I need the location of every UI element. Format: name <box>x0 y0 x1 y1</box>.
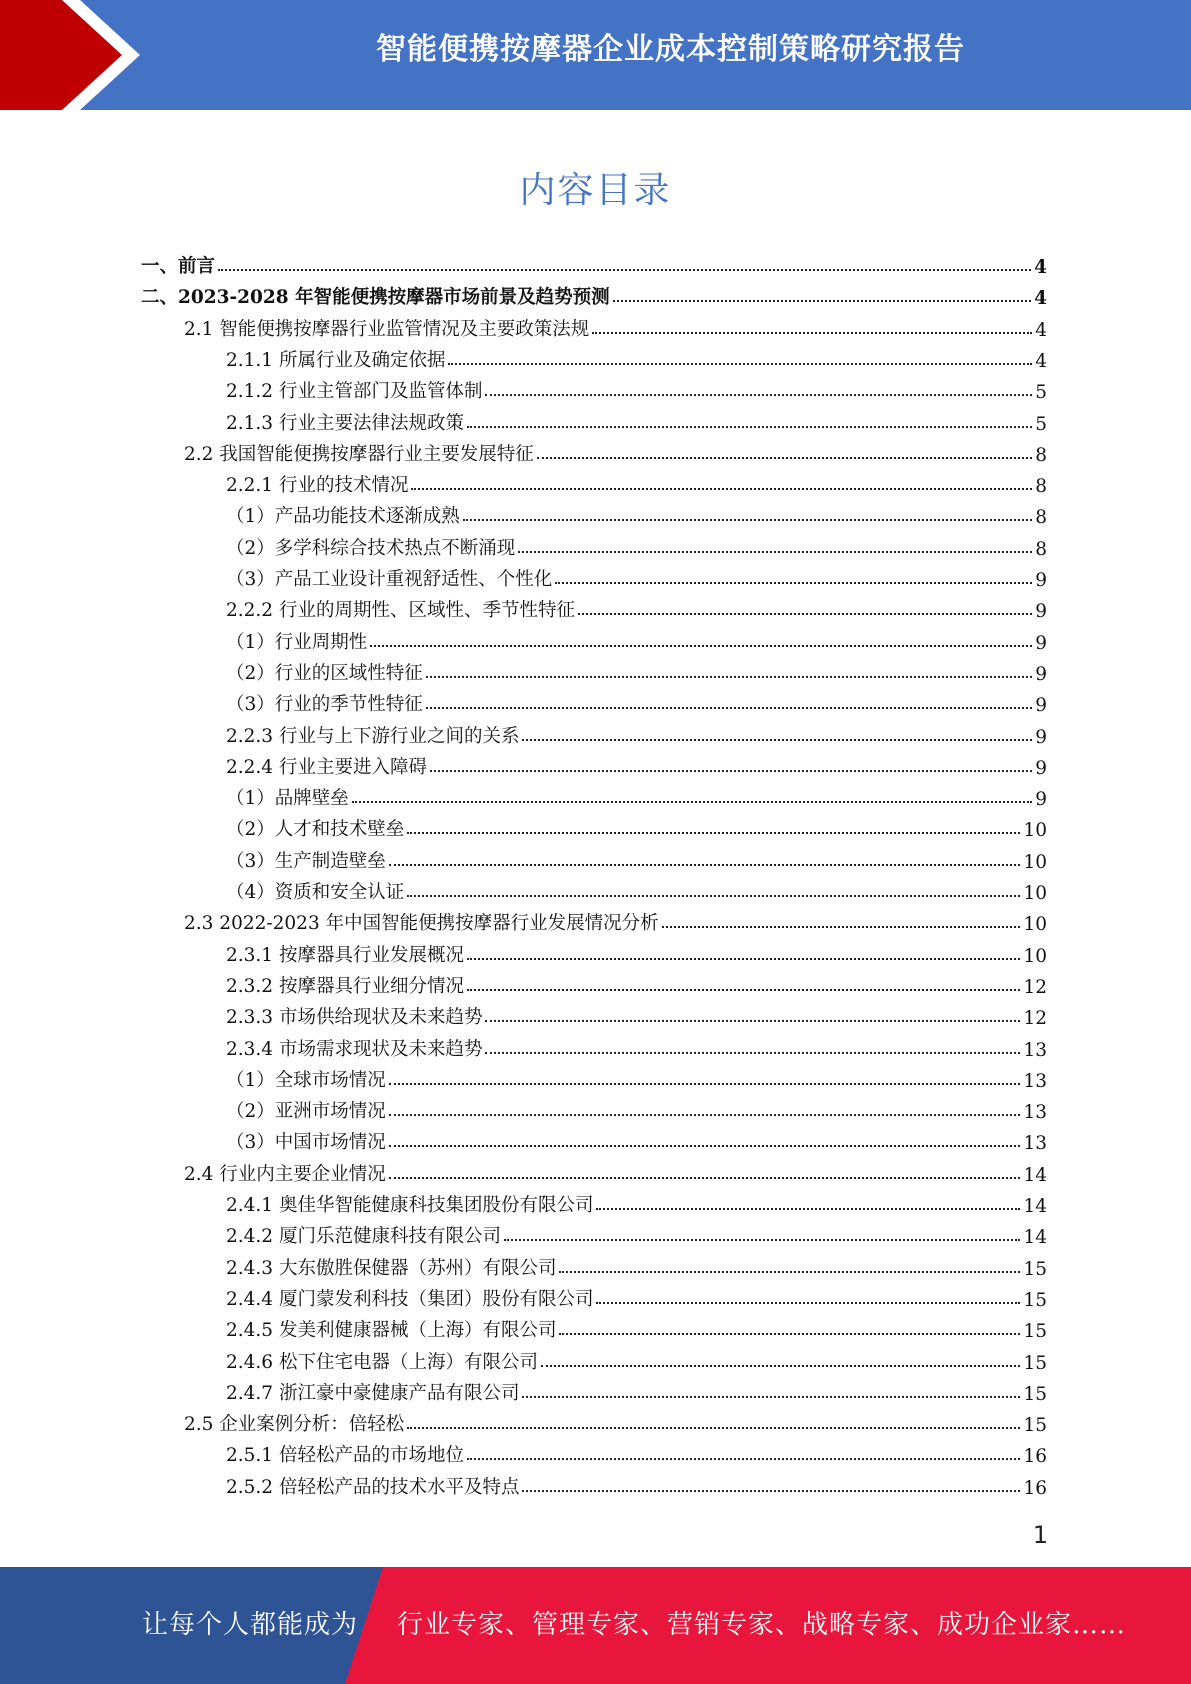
toc-dot-leader <box>522 739 1032 741</box>
toc-entry-label: 2.5.1 倍轻松产品的市场地位 <box>226 1445 464 1467</box>
toc-dot-leader <box>596 1302 1020 1304</box>
toc-entry-page: 8 <box>1035 507 1047 529</box>
toc-dot-leader <box>559 1333 1020 1335</box>
toc-entry-label: 2.2 我国智能便携按摩器行业主要发展特征 <box>184 443 534 465</box>
toc-entry-page: 9 <box>1035 789 1047 811</box>
toc-dot-leader <box>555 582 1032 584</box>
toc-entry-page: 13 <box>1023 1070 1047 1092</box>
toc-entry-page: 8 <box>1035 538 1047 560</box>
toc-entry-page: 16 <box>1023 1446 1047 1468</box>
toc-entry[interactable] <box>226 810 1047 841</box>
toc-entry-page: 15 <box>1023 1321 1047 1343</box>
toc-entry-page: 9 <box>1035 695 1047 717</box>
toc-dot-leader <box>537 457 1032 459</box>
toc-entry[interactable] <box>226 1311 1047 1342</box>
toc-dot-leader <box>389 864 1021 866</box>
toc-dot-leader <box>389 1177 1021 1179</box>
toc-dot-leader <box>467 1458 1020 1460</box>
toc-entry[interactable] <box>226 717 1047 748</box>
toc-entry[interactable] <box>226 1186 1047 1217</box>
toc-entry-page: 9 <box>1035 601 1047 623</box>
toc-entry[interactable] <box>226 1280 1047 1311</box>
toc-entry[interactable] <box>226 623 1047 654</box>
toc-entry[interactable] <box>226 529 1047 560</box>
toc-dot-leader <box>426 707 1032 709</box>
toc-entry-label: 2.1 智能便携按摩器行业监管情况及主要政策法规 <box>184 318 590 340</box>
toc-dot-leader <box>467 958 1020 960</box>
toc-entry-label: 2.5 企业案例分析：倍轻松 <box>184 1414 405 1436</box>
footer-slogan-right: 行业专家、管理专家、营销专家、战略专家、成功企业家…… <box>397 1610 1127 1640</box>
toc-entry-label: （2）亚洲市场情况 <box>226 1101 386 1123</box>
toc-dot-leader <box>522 1490 1020 1492</box>
toc-entry-label: （1）产品功能技术逐渐成熟 <box>226 506 460 528</box>
toc-dot-leader <box>448 363 1032 365</box>
toc-entry-label: （2）行业的区域性特征 <box>226 662 423 684</box>
toc-entry-page: 9 <box>1035 632 1047 654</box>
toc-dot-leader <box>407 895 1020 897</box>
toc-entry[interactable] <box>226 591 1047 622</box>
toc-entry-label: （3）产品工业设计重视舒适性、个性化 <box>226 569 553 590</box>
toc-entry[interactable] <box>141 247 1047 278</box>
toc-entry-page: 4 <box>1035 350 1047 372</box>
toc-entry-page: 14 <box>1023 1164 1047 1186</box>
toc-entry-page: 15 <box>1023 1383 1047 1405</box>
toc-dot-leader <box>467 989 1020 991</box>
toc-entry-page: 4 <box>1035 319 1047 341</box>
toc-dot-leader <box>389 1145 1021 1147</box>
header-chevron-red <box>0 0 122 110</box>
toc-entry[interactable] <box>184 310 1047 341</box>
toc-entry-page: 9 <box>1035 570 1047 591</box>
toc-entry-label: 一、前言 <box>141 256 216 277</box>
toc-entry-page: 5 <box>1035 382 1047 404</box>
toc-dot-leader <box>352 801 1032 803</box>
toc-entry-label: 2.1.2 行业主管部门及监管体制 <box>226 381 483 403</box>
toc-entry-label: 2.4.7 浙江豪中豪健康产品有限公司 <box>226 1382 520 1404</box>
toc-entry-label: （4）资质和安全认证 <box>226 882 405 903</box>
toc-entry[interactable] <box>184 1405 1047 1436</box>
toc-entry-label: 2.1.3 行业主要法律法规政策 <box>226 412 464 434</box>
toc-entry-label: 2.4 行业内主要企业情况 <box>184 1163 386 1185</box>
toc-entry[interactable] <box>226 1249 1047 1280</box>
toc-entry-page: 4 <box>1034 288 1047 310</box>
toc-entry-label: 2.3 2022-2023 年中国智能便携按摩器行业发展情况分析 <box>184 913 659 935</box>
toc-entry[interactable] <box>226 1061 1047 1092</box>
toc-entry[interactable] <box>226 967 1047 998</box>
toc-entry-page: 13 <box>1023 1102 1047 1124</box>
toc-entry-label: （1）行业周期性 <box>226 631 368 653</box>
toc-entry-label: 2.4.2 厦门乐范健康科技有限公司 <box>226 1226 501 1248</box>
toc-entry-page: 16 <box>1023 1477 1047 1499</box>
toc-entry-page: 10 <box>1023 883 1047 904</box>
toc-entry-label: 2.3.2 按摩器具行业细分情况 <box>226 975 464 997</box>
toc-dot-leader <box>218 269 1031 271</box>
toc-entry-label: 2.2.4 行业主要进入障碍 <box>226 756 427 778</box>
toc-dot-leader <box>504 1239 1020 1241</box>
toc-entry-page: 9 <box>1035 726 1047 748</box>
toc-dot-leader <box>592 332 1032 334</box>
toc-entry-page: 4 <box>1034 257 1047 278</box>
toc-dot-leader <box>411 488 1032 490</box>
toc-entry-label: 2.3.4 市场需求现状及未来趋势 <box>226 1038 483 1060</box>
toc-entry-page: 9 <box>1035 663 1047 685</box>
toc-entry-page: 12 <box>1023 1008 1047 1030</box>
toc-entry-label: （3）行业的季节性特征 <box>226 694 423 716</box>
toc-entry-page: 15 <box>1023 1352 1047 1374</box>
toc-dot-leader <box>662 926 1021 928</box>
toc-entry[interactable] <box>226 842 1047 873</box>
toc-dot-leader <box>407 832 1020 834</box>
toc-entry[interactable] <box>226 1217 1047 1248</box>
toc-entry-label: 2.5.2 倍轻松产品的技术水平及特点 <box>226 1476 520 1498</box>
toc-dot-leader <box>522 1396 1020 1398</box>
toc-entry[interactable] <box>226 1468 1047 1499</box>
toc-entry[interactable] <box>226 873 1047 904</box>
toc-entry[interactable] <box>226 1092 1047 1123</box>
toc-entry[interactable] <box>226 685 1047 716</box>
toc-entry-label: （3）中国市场情况 <box>226 1132 386 1154</box>
toc-dot-leader <box>389 1114 1021 1116</box>
toc-entry-page: 8 <box>1035 444 1047 466</box>
toc-dot-leader <box>485 1052 1020 1054</box>
toc-dot-leader <box>613 300 1032 302</box>
toc-dot-leader <box>430 770 1032 772</box>
toc-entry-page: 5 <box>1035 413 1047 435</box>
toc-entry-label: 2.4.5 发美利健康器械（上海）有限公司 <box>226 1320 557 1342</box>
toc-entry-page: 12 <box>1023 976 1047 998</box>
toc-entry-label: 2.3.1 按摩器具行业发展概况 <box>226 944 464 966</box>
toc-entry-label: 2.2.1 行业的技术情况 <box>226 475 409 497</box>
toc-dot-leader <box>559 1271 1020 1273</box>
footer-slogan-left: 让每个人都能成为 <box>142 1610 359 1640</box>
toc-dot-leader <box>541 1365 1020 1367</box>
toc-entry-page: 10 <box>1023 914 1047 936</box>
toc-entry[interactable] <box>226 341 1047 372</box>
toc-entry[interactable] <box>141 278 1047 309</box>
toc-entry-label: 2.1.1 所属行业及确定依据 <box>226 349 446 371</box>
toc-entry[interactable] <box>184 904 1047 935</box>
toc-dot-leader <box>485 394 1032 396</box>
toc-entry-label: （2）多学科综合技术热点不断涌现 <box>226 537 516 559</box>
toc-dot-leader <box>407 1427 1020 1429</box>
toc-entry[interactable] <box>226 560 1047 591</box>
toc-dot-leader <box>389 1083 1021 1085</box>
toc-entry[interactable] <box>226 654 1047 685</box>
toc-dot-leader <box>485 1020 1020 1022</box>
toc-entry-page: 15 <box>1023 1258 1047 1280</box>
toc-entry[interactable] <box>226 466 1047 497</box>
toc-entry-page: 13 <box>1023 1133 1047 1155</box>
toc-entry[interactable] <box>226 372 1047 403</box>
toc-entry[interactable] <box>226 998 1047 1029</box>
toc-entry[interactable] <box>226 779 1047 810</box>
toc-entry[interactable] <box>226 748 1047 779</box>
toc-entry[interactable] <box>226 936 1047 967</box>
header-band <box>0 0 1191 110</box>
toc-entry-page: 15 <box>1023 1415 1047 1437</box>
toc-entry[interactable] <box>226 404 1047 435</box>
toc-entry[interactable] <box>226 1123 1047 1154</box>
toc-entry-page: 10 <box>1023 851 1047 873</box>
toc-entry[interactable] <box>184 435 1047 466</box>
toc-entry-page: 9 <box>1035 757 1047 779</box>
toc-entry-page: 8 <box>1035 476 1047 498</box>
page-number: 1 <box>1032 1521 1048 1549</box>
toc-entry[interactable] <box>226 1374 1047 1405</box>
toc-entry[interactable] <box>226 1030 1047 1061</box>
toc-entry-label: 二、2023-2028 年智能便携按摩器市场前景及趋势预测 <box>141 287 610 309</box>
toc-entry-label: 2.3.3 市场供给现状及未来趋势 <box>226 1007 483 1029</box>
toc-entry-label: （2）人才和技术壁垒 <box>226 819 405 841</box>
toc-dot-leader <box>596 1208 1020 1210</box>
toc-entry[interactable] <box>226 1343 1047 1374</box>
footer-banner <box>0 1567 1191 1684</box>
toc-entry-page: 15 <box>1023 1289 1047 1311</box>
toc-entry[interactable] <box>226 1436 1047 1467</box>
toc-entry-page: 14 <box>1023 1196 1047 1217</box>
toc-dot-leader <box>370 645 1032 647</box>
document-title: 智能便携按摩器企业成本控制策略研究报告 <box>376 32 965 67</box>
toc-entry-label: 2.4.1 奥佳华智能健康科技集团股份有限公司 <box>226 1195 594 1216</box>
toc-entry-label: 2.4.3 大东傲胜保健器（苏州）有限公司 <box>226 1257 557 1279</box>
toc-entry-page: 10 <box>1023 820 1047 842</box>
toc-entry-label: （3）生产制造壁垒 <box>226 850 386 872</box>
toc-entry-label: （1）品牌壁垒 <box>226 788 349 810</box>
toc-entry-label: （1）全球市场情况 <box>226 1069 386 1091</box>
toc-entry-page: 14 <box>1023 1227 1047 1249</box>
toc-dot-leader <box>518 551 1032 553</box>
toc-dot-leader <box>426 676 1032 678</box>
toc-entry-label: 2.2.2 行业的周期性、区域性、季节性特征 <box>226 600 575 622</box>
toc-entry-label: 2.4.6 松下住宅电器（上海）有限公司 <box>226 1351 538 1373</box>
toc-entry-page: 13 <box>1023 1039 1047 1061</box>
toc-entry-label: 2.2.3 行业与上下游行业之间的关系 <box>226 725 520 747</box>
toc-heading: 内容目录 <box>519 170 672 211</box>
toc-dot-leader <box>463 519 1032 521</box>
toc-entry[interactable] <box>184 1155 1047 1186</box>
toc-entry-page: 10 <box>1023 945 1047 967</box>
toc-dot-leader <box>467 426 1032 428</box>
toc-entry[interactable] <box>226 497 1047 528</box>
toc-entry-label: 2.4.4 厦门蒙发利科技（集团）股份有限公司 <box>226 1288 594 1310</box>
toc-dot-leader <box>578 613 1032 615</box>
